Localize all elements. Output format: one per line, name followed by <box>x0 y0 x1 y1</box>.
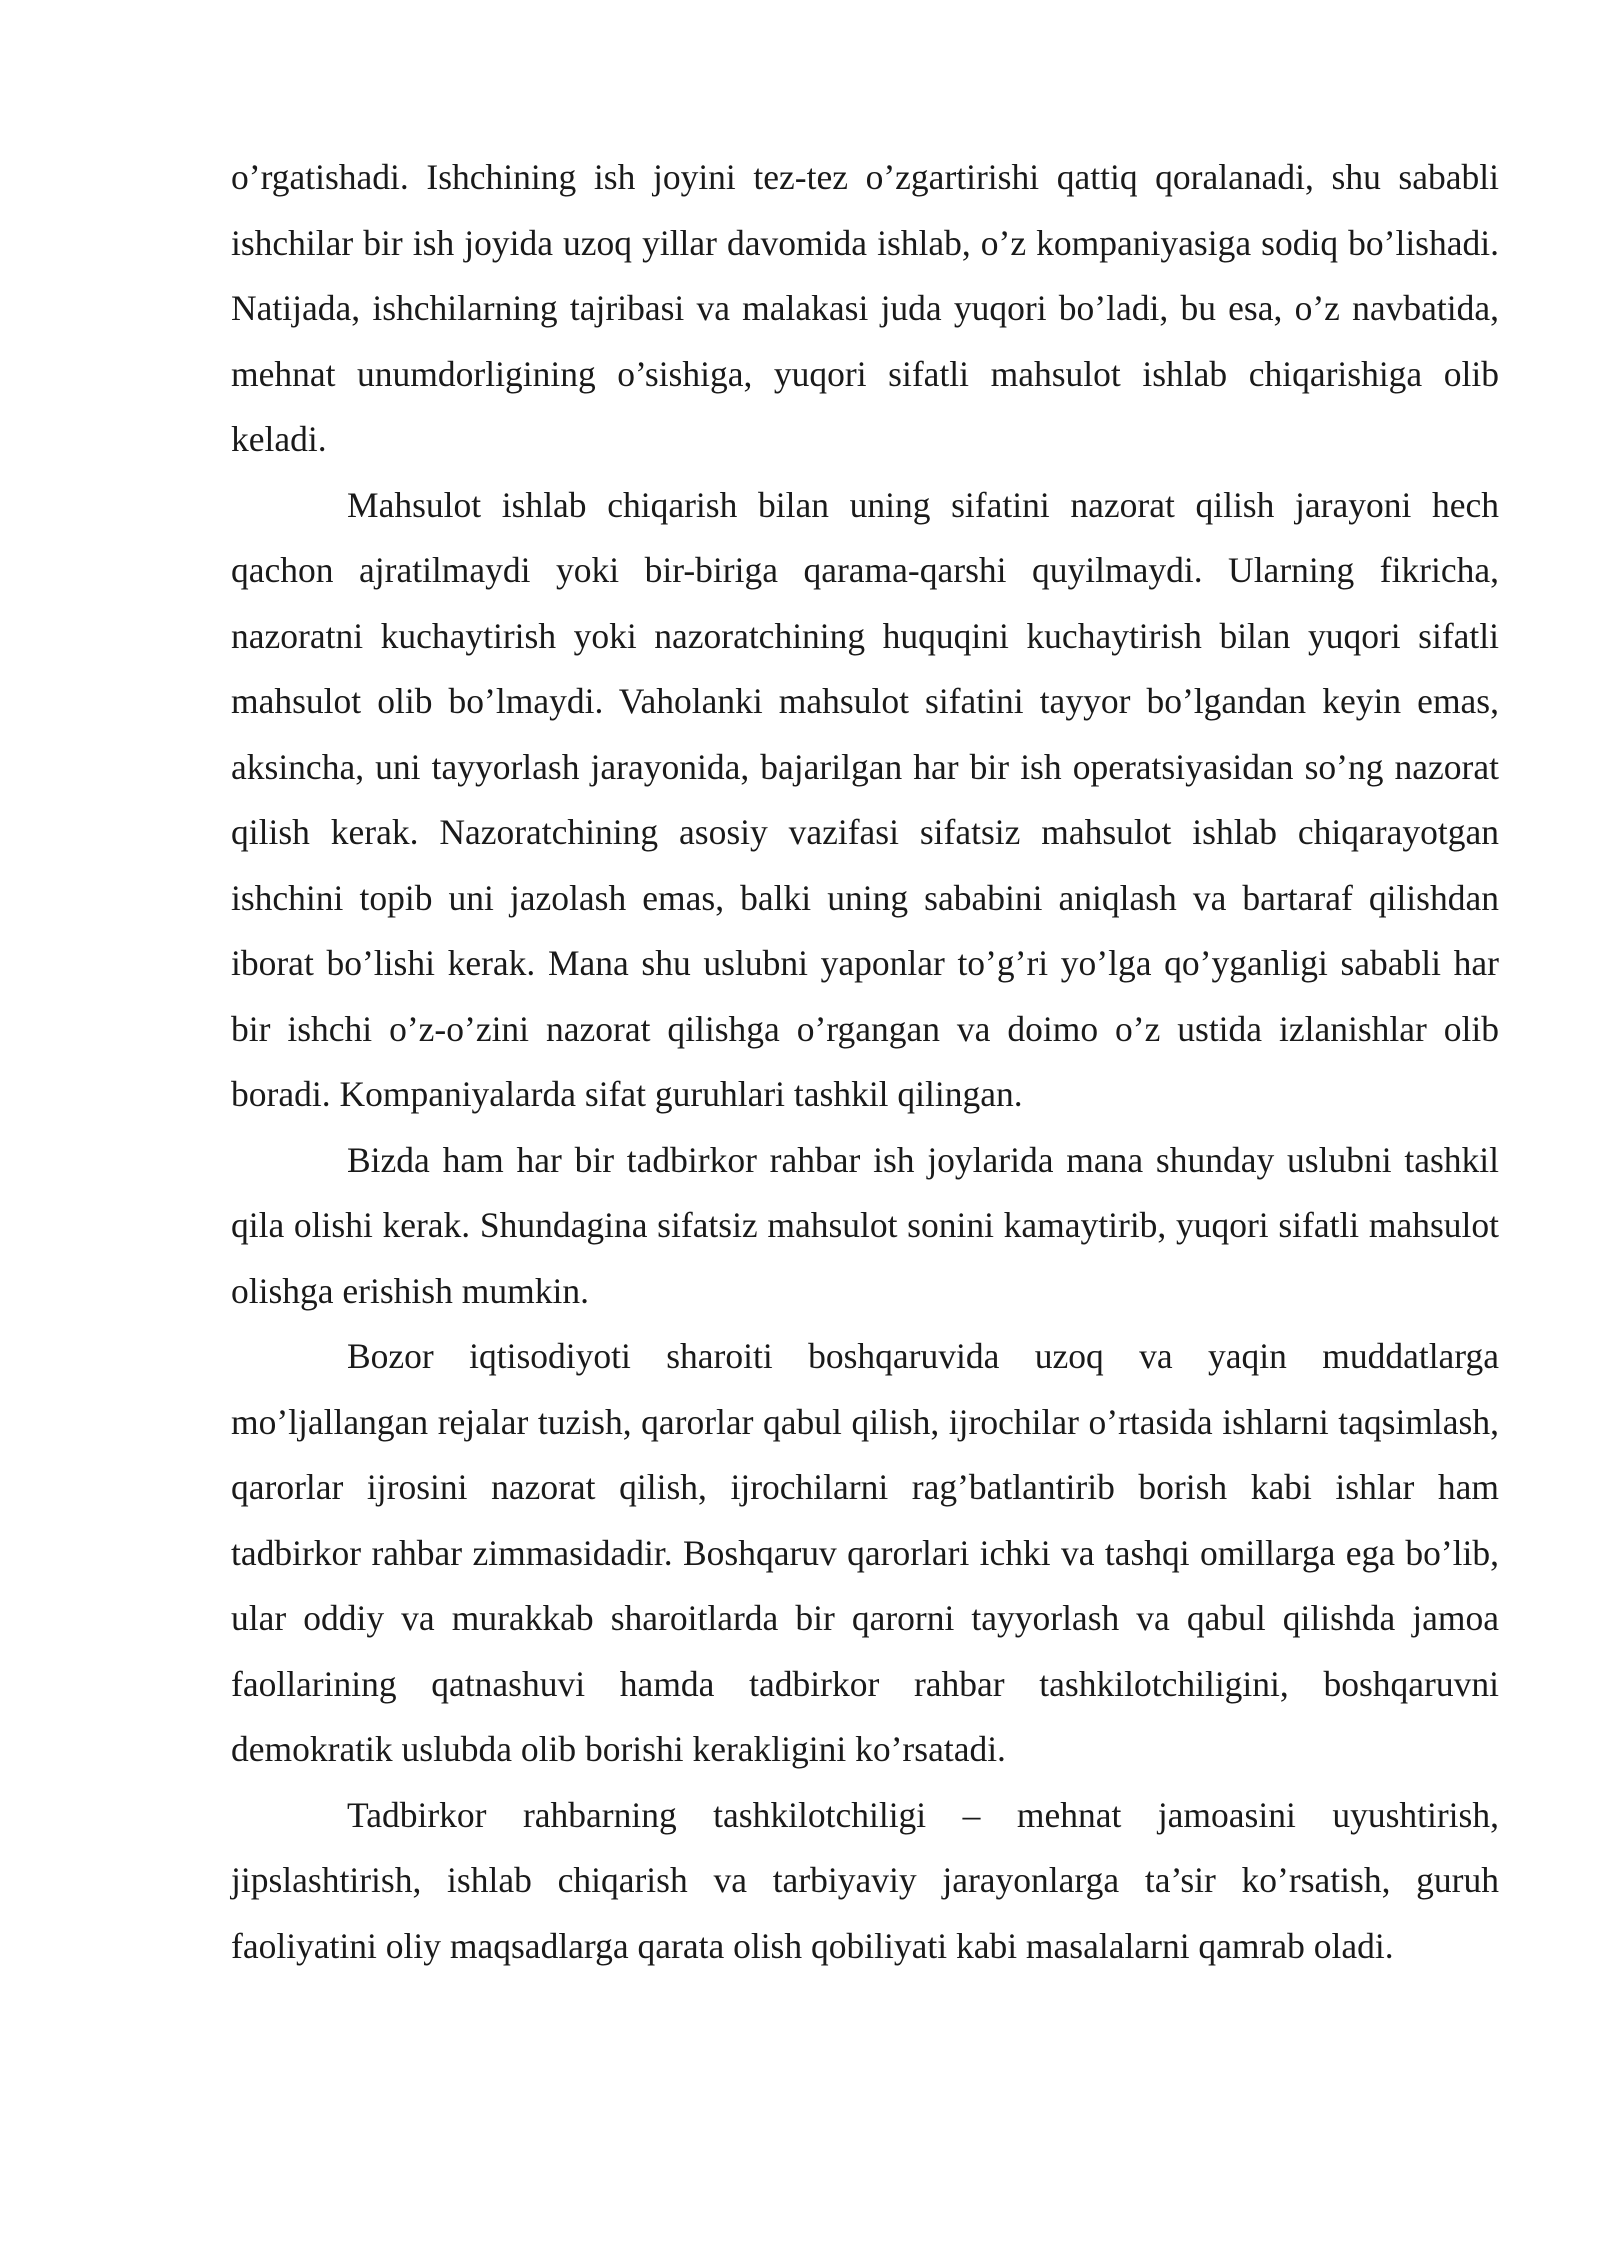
paragraph-5: Tadbirkor rahbarning tashkilotchiligi – mehnat jamoasini uyushtirish, jipslashtirish, ishlab chiqarish va tarbiyaviy jarayonlarga ta’sir ko’rsatish, guruh faoliyatini oliy maqsadlarga qarata olish qobiliyati kabi masalalarni qamrab oladi. <box>231 1794 1499 1966</box>
paragraph-2: Mahsulot ishlab chiqarish bilan uning sifatini nazorat qilish jarayoni hech qachon ajratilmaydi yoki bir-biriga qarama-qarshi quyilmaydi. Ularning fikricha, nazoratni kuchaytirish yoki nazoratchining huquqini kuchaytirish bilan yuqori sifatli mahsulot olib bo’lmaydi. Vaholanki mahsulot sifatini tayyor bo’lgandan keyin emas, aksincha, uni tayyorlash jarayonida, bajarilgan har bir ish operatsiyasidan so’ng nazorat qilish kerak. Nazoratchining asosiy vazifasi sifatsiz mahsulot ishlab chiqarayotgan ishchini topib uni jazolash emas, balki uning sababini aniqlash va bartaraf qilishdan iborat bo’lishi kerak. Mana shu uslubni yaponlar to’g’ri yo’lga qo’yganligi sababli har bir ishchi o’z-o’zini nazorat qilishga o’rgangan va doimo o’z ustida izlanishlar olib boradi. Kompaniyalarda sifat guruhlari tashkil qilingan. <box>231 484 1499 1114</box>
paragraph-4: Bozor iqtisodiyoti sharoiti boshqaruvida uzoq va yaqin muddatlarga mo’ljallangan rejalar tuzish, qarorlar qabul qilish, ijrochilar o’rtasida ishlarni taqsimlash, qarorlar ijrosini nazorat qilish, ijrochilarni rag’batlantirib borish kabi ishlar ham tadbirkor rahbar zimmasidadir. Boshqaruv qarorlari ichki va tashqi omillarga ega bo’lib, ular oddiy va murakkab sharoitlarda bir qarorni tayyorlash va qabul qilishda jamoa faollarining qatnashuvi hamda tadbirkor rahbar tashkilotchiligini, boshqaruvni demokratik uslubda olib borishi kerakligini ko’rsatadi. <box>231 1336 1499 1769</box>
paragraph-3: Bizda ham har bir tadbirkor rahbar ish joylarida mana shunday uslubni tashkil qila olishi kerak. Shundagina sifatsiz mahsulot sonini kamaytirib, yuqori sifatli mahsulot olishga erishish mumkin. <box>231 1139 1499 1311</box>
paragraph-1: o’rgatishadi. Ishchining ish joyini tez-tez o’zgartirishi qattiq qoralanadi, shu sababli ishchilar bir ish joyida uzoq yillar davomida ishlab, o’z kompaniyasiga sodiq bo’lishadi. Natijada, ishchilarning tajribasi va malakasi juda yuqori bo’ladi, bu esa, o’z navbatida, mehnat unumdorligining o’sishiga, yuqori sifatli mahsulot ishlab chiqarishiga olib keladi. <box>231 157 1499 459</box>
body-text <box>231 145 1499 1979</box>
